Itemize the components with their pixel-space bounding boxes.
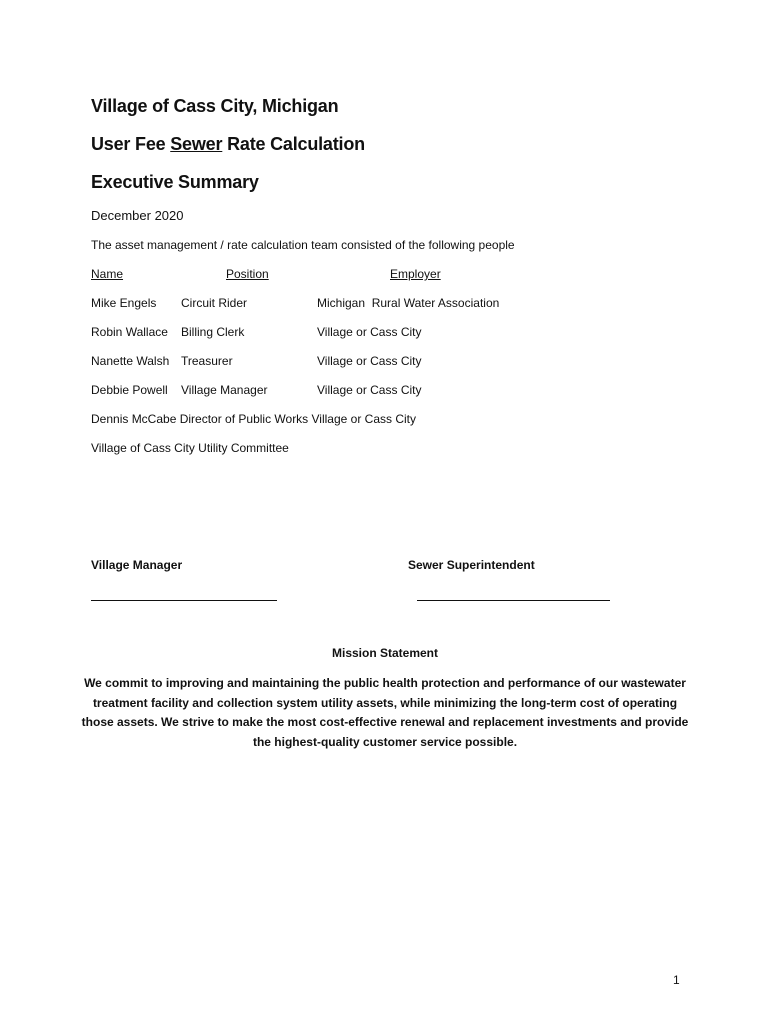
- subtitle-underlined-word: Sewer: [170, 134, 223, 154]
- document-subtitle: [91, 135, 365, 153]
- page-title: Village of Cass City, Michigan: [91, 96, 339, 116]
- team-intro: The asset management / rate calculation team consisted of the following people: [91, 238, 515, 252]
- team-member-name: Robin Wallace: [91, 325, 168, 339]
- team-member-employer: Village or Cass City: [317, 354, 422, 368]
- mission-heading: Mission Statement: [331, 646, 439, 660]
- team-member-position: Circuit Rider: [181, 296, 248, 310]
- signature-label-village-manager: Village Manager: [91, 558, 183, 572]
- team-member-employer: Michigan Rural Water Association: [317, 296, 500, 310]
- subtitle-prefix: User Fee: [91, 134, 171, 154]
- team-member-name: Nanette Walsh: [91, 354, 170, 368]
- document-date: December 2020: [91, 208, 184, 223]
- column-header-employer: Employer: [390, 267, 441, 281]
- team-member-position: Billing Clerk: [181, 325, 245, 339]
- team-member-position: Treasurer: [181, 354, 233, 368]
- section-title: Executive Summary: [91, 172, 259, 192]
- team-member-employer: Village or Cass City: [317, 383, 422, 397]
- page-number: 1: [673, 973, 680, 987]
- team-member-name: Mike Engels: [91, 296, 157, 310]
- utility-committee: Village of Cass City Utility Committee: [91, 441, 289, 455]
- signature-label-sewer-superintendent: Sewer Superintendent: [408, 558, 535, 572]
- signature-line-village-manager: [91, 600, 277, 601]
- team-member-position: Village Manager: [181, 383, 268, 397]
- subtitle-suffix: Rate Calculation: [222, 134, 365, 154]
- mission-statement: We commit to improving and maintaining the public health protection and performance of our wastewater treatment facility and collection system utility assets, while minimizing the long-term cost of operating those assets. We strive to make the most cost-effective renewal and replacement investments and provide the highest-quality customer service possible.: [81, 676, 689, 749]
- column-header-position: Position: [226, 267, 269, 281]
- column-header-name: Name: [91, 267, 124, 281]
- team-member-line: Dennis McCabe Director of Public Works Village or Cass City: [91, 412, 417, 426]
- team-member-name: Debbie Powell: [91, 383, 168, 397]
- team-member-employer: Village or Cass City: [317, 325, 422, 339]
- signature-line-sewer-superintendent: [417, 600, 610, 601]
